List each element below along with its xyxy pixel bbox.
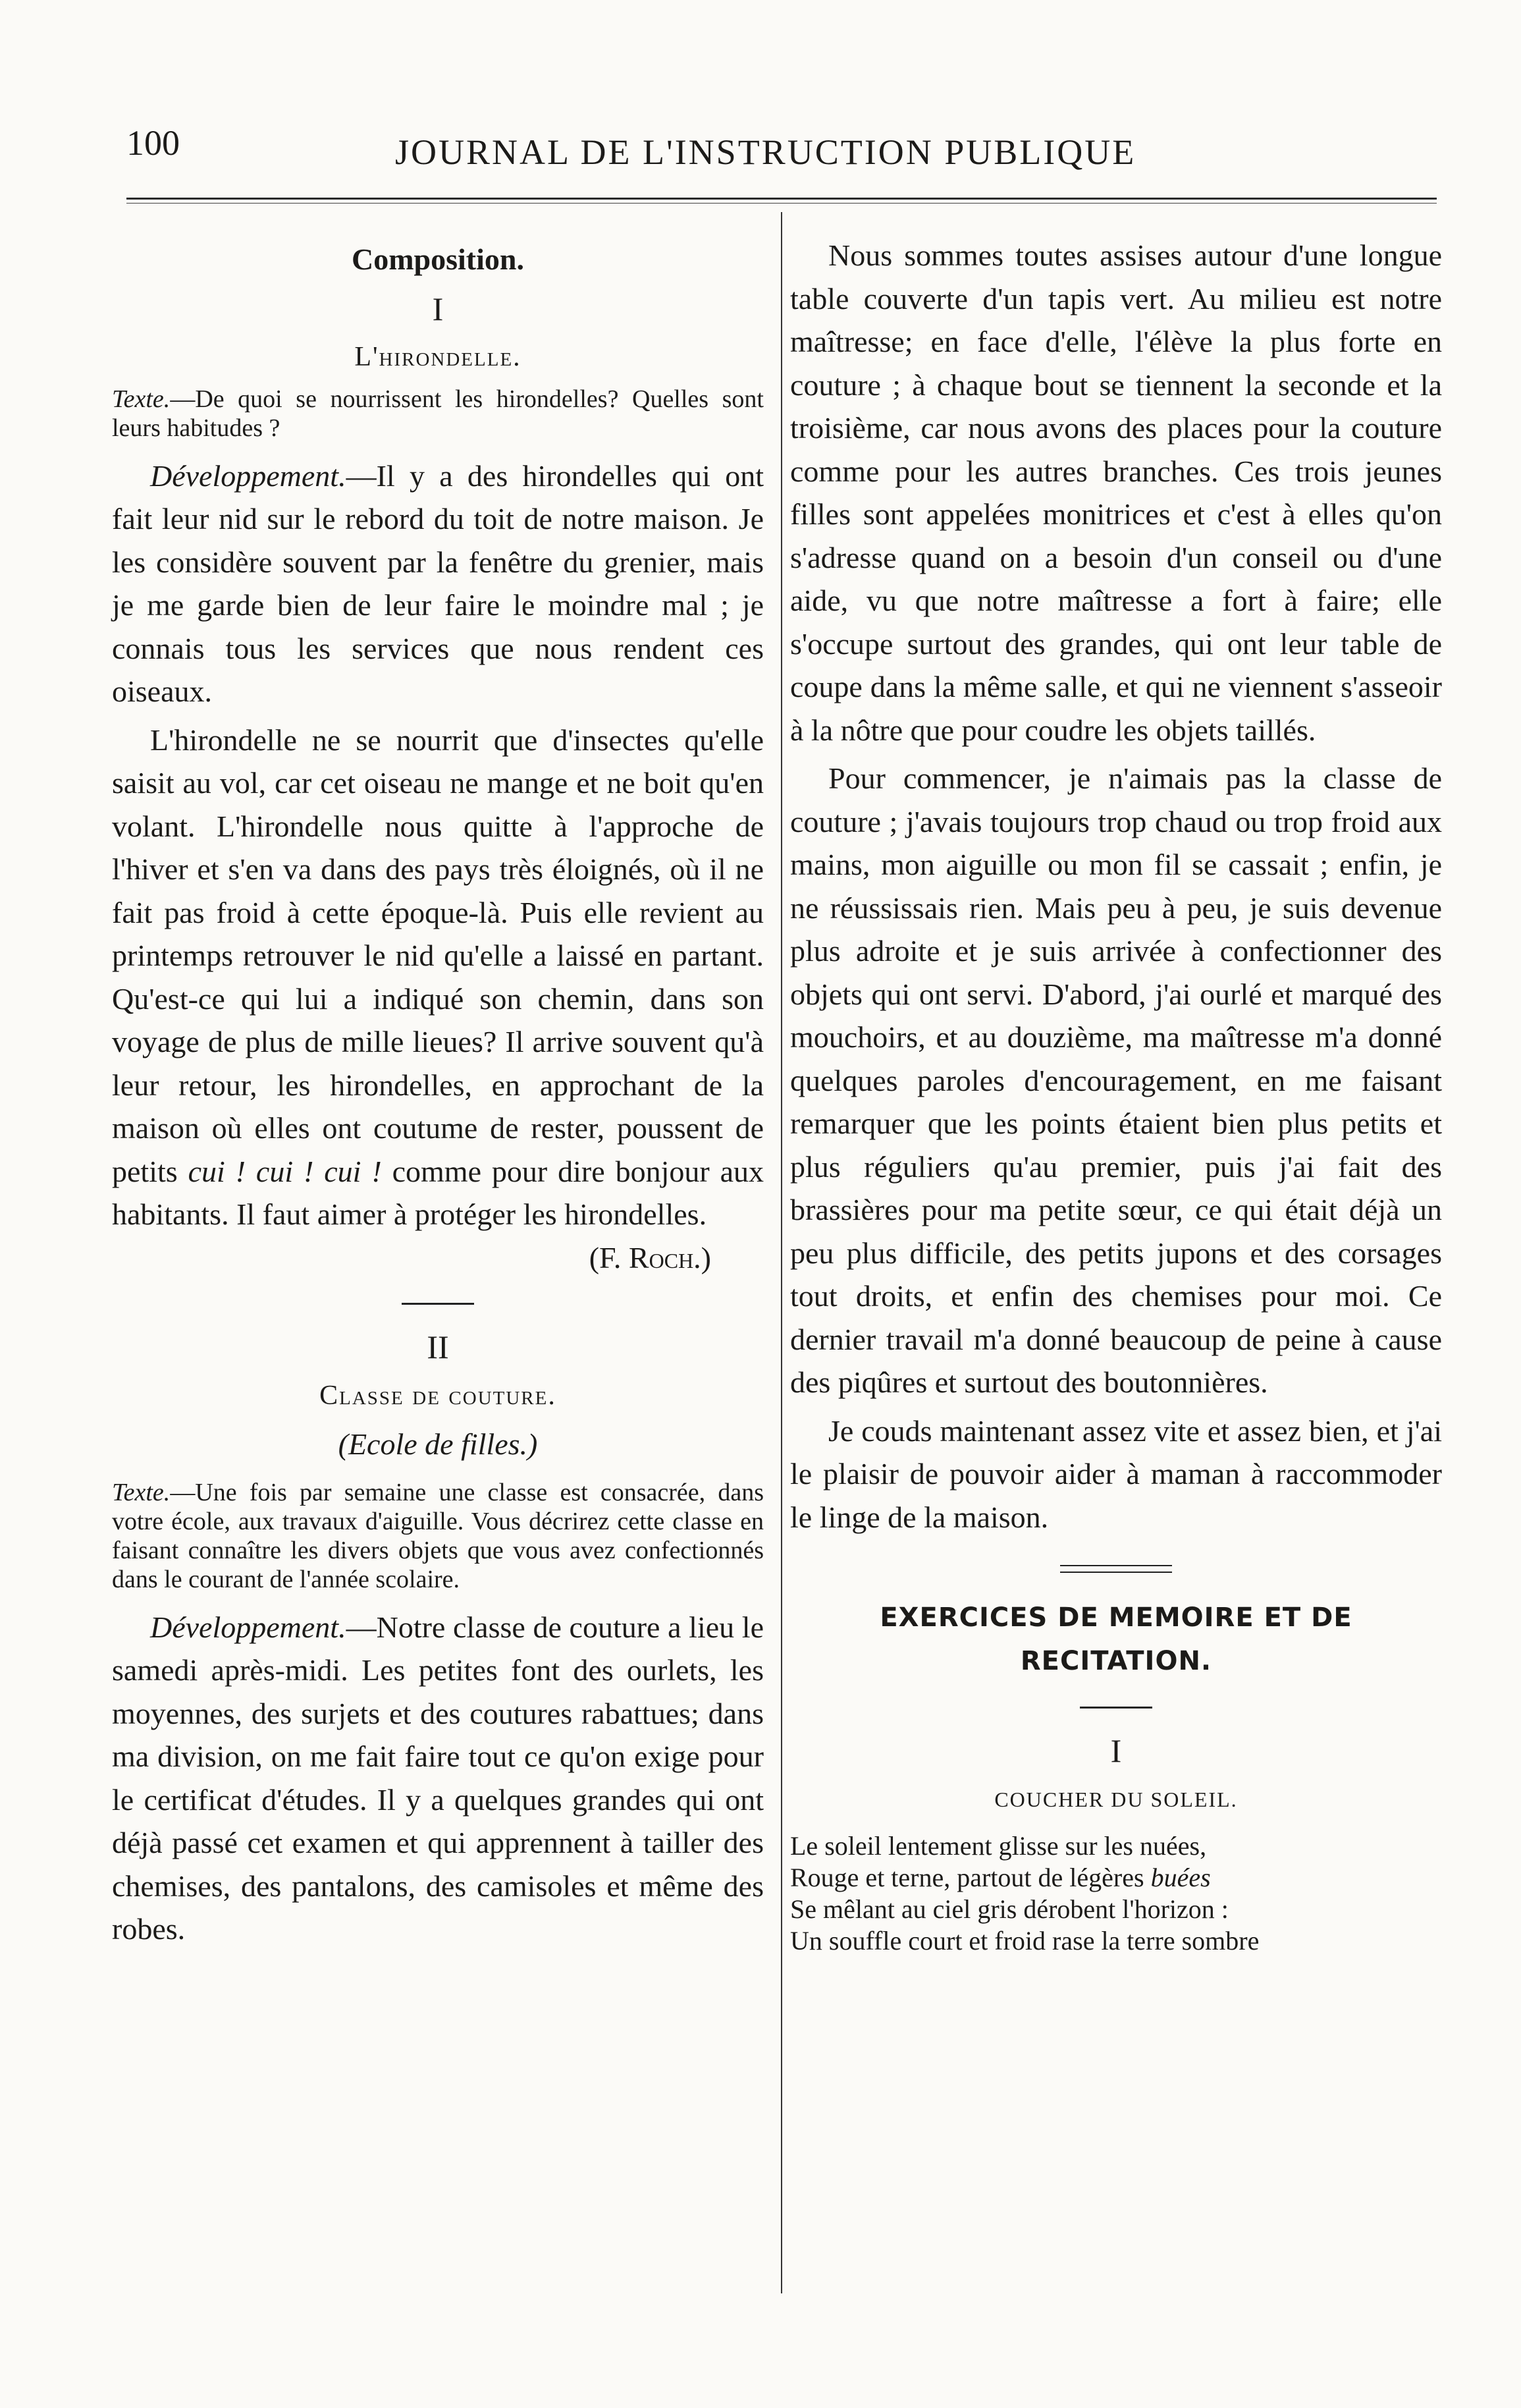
- part1-title: L'hirondelle.: [354, 342, 521, 372]
- bird-cry: cui ! cui ! cui !: [188, 1154, 382, 1188]
- part2-paragraph: [112, 1606, 764, 1951]
- part2-subtitle: (Ecole de filles.): [338, 1427, 538, 1461]
- part1-numeral: I: [432, 290, 444, 327]
- running-head: JOURNAL DE L'INSTRUCTION PUBLIQUE: [395, 132, 1136, 172]
- prompt-label: Texte.: [112, 385, 171, 413]
- exercises-heading: EXERCICES DE MEMOIRE ET DE RECITATION.: [880, 1602, 1352, 1676]
- poem-line-text: Rouge et terne, partout de légères: [790, 1863, 1151, 1892]
- poem-line: Le soleil lentement glisse sur les nuées,: [790, 1831, 1207, 1861]
- prompt-text: —Une fois par semaine une classe est consacrée, dans votre école, aux travaux d'aiguille. Vous décrirez cette classe en faisant connaître les divers objets que vous avez confectionnés dans le courant de l'année scolaire.: [112, 1478, 764, 1593]
- left-column: [112, 234, 764, 1951]
- poem-line: Un souffle court et froid rase la terre sombre: [790, 1926, 1260, 1956]
- header-rule: [126, 198, 1437, 200]
- part2-numeral: II: [427, 1328, 449, 1365]
- part1-prompt: [112, 385, 764, 443]
- part1-paragraph: [112, 719, 764, 1236]
- poem-line: Se mêlant au ciel gris dérobent l'horizon :: [790, 1894, 1229, 1924]
- page-number: 100: [126, 123, 180, 163]
- dev-text: comme pour dire bonjour aux habitants. Il faut aimer à protéger les hirondelles.: [112, 1154, 764, 1231]
- part1-paragraph: [112, 454, 764, 713]
- prompt-text: —De quoi se nourrissent les hirondelles? Quelles sont leurs habitudes ?: [112, 385, 764, 442]
- right-column: [790, 234, 1442, 1957]
- poem-numeral: I: [1110, 1732, 1122, 1769]
- poem-line: [790, 1862, 1442, 1894]
- dev-text: —Notre classe de couture a lieu le samedi après-midi. Les petites font des ourlets, les moyennes, des surjets et des coutures rabattues; dans ma division, on me fait faire tout ce qu'on exige pour le certificat d'études. Il y a quelques grandes qui ont déjà passé cet examen et qui apprennent à tailler des chemises, des pantalons, des camisoles et même des robes.: [112, 1610, 764, 1946]
- header-rule-thin: [126, 203, 1437, 204]
- column-divider: [781, 212, 782, 2293]
- body-paragraph: Pour commencer, je n'aimais pas la classe de couture ; j'avais toujours trop chaud ou trop froid aux mains, mon aiguille ou mon fil se cassait ; enfin, je ne réussissais rien. Mais peu à peu, je suis devenue plus adroite et je suis arrivée à confectionner des objets qui ont servi. D'abord, j'ai ourlé et marqué des mouchoirs, et au douzième, ma maîtresse m'a donné quelques paroles d'encouragement, en me faisant remarquer que les points étaient bien plus petits et plus réguliers qu'au premier, puis j'ai fait des brassières pour ma petite sœur, ce qui était déjà un peu plus difficile, des petits jupons et des corsages tout droits, et enfin des chemises pour moi. Ce dernier travail m'a donné beaucoup de peine à cause des piqûres et surtout des boutonnières.: [790, 761, 1442, 1399]
- dev-label: Développement.: [150, 458, 346, 493]
- prompt-label: Texte.: [112, 1478, 171, 1506]
- poem: [790, 1830, 1442, 1957]
- separator-rule: [402, 1303, 474, 1305]
- double-separator-rule: [1060, 1565, 1172, 1573]
- dev-label: Développement.: [150, 1610, 346, 1644]
- poem-line-emphasis: buées: [1150, 1863, 1211, 1892]
- part2-prompt: [112, 1478, 764, 1594]
- part2-title: Classe de couture.: [319, 1380, 556, 1411]
- separator-rule: [1080, 1707, 1152, 1709]
- poem-title: COUCHER DU SOLEIL.: [994, 1787, 1238, 1811]
- body-paragraph: Je couds maintenant assez vite et assez bien, et j'ai le plaisir de pouvoir aider à maman à raccommoder le linge de la maison.: [790, 1413, 1442, 1534]
- section-heading: Composition.: [352, 242, 524, 276]
- dev-text: —Il y a des hirondelles qui ont fait leur nid sur le rebord du toit de notre maison. Je les considère souvent par la fenêtre du grenier, mais je me garde bien de leur faire le moindre mal ; je connais tous les services que nous rendent ces oiseaux.: [112, 458, 764, 708]
- body-paragraph: Nous sommes toutes assises autour d'une longue table couverte d'un tapis vert. Au milieu est notre maîtresse; en face d'elle, l'élève la plus forte en couture ; à chaque bout se tiennent la seconde et la troisième, car nous avons des places pour la couture comme pour les autres branches. Ces trois jeunes filles sont appelées monitrices et c'est à elles qu'on s'adresse quand on a besoin d'un conseil ou d'une aide, vu que notre maîtresse a fort à faire; elle s'occupe surtout des grandes, qui ont leur table de coupe dans la même salle, et qui ne viennent s'asseoir à la nôtre que pour coudre les objets taillés.: [790, 238, 1442, 747]
- signature: (F. Roch.): [589, 1240, 711, 1274]
- dev-text: L'hirondelle ne se nourrit que d'insectes qu'elle saisit au vol, car cet oiseau ne mange et ne boit qu'en volant. L'hirondelle nous quitte à l'approche de l'hiver et s'en va dans des pays très éloignés, où il ne fait pas froid à cette époque-là. Puis elle revient au printemps retrouver le nid qu'elle a laissé en partant. Qu'est-ce qui lui a indiqué son chemin, dans son voyage de plus de mille lieues? Il arrive souvent qu'à leur retour, les hirondelles, en approchant de la maison où elles ont coutume de rester, poussent de petits: [112, 723, 764, 1188]
